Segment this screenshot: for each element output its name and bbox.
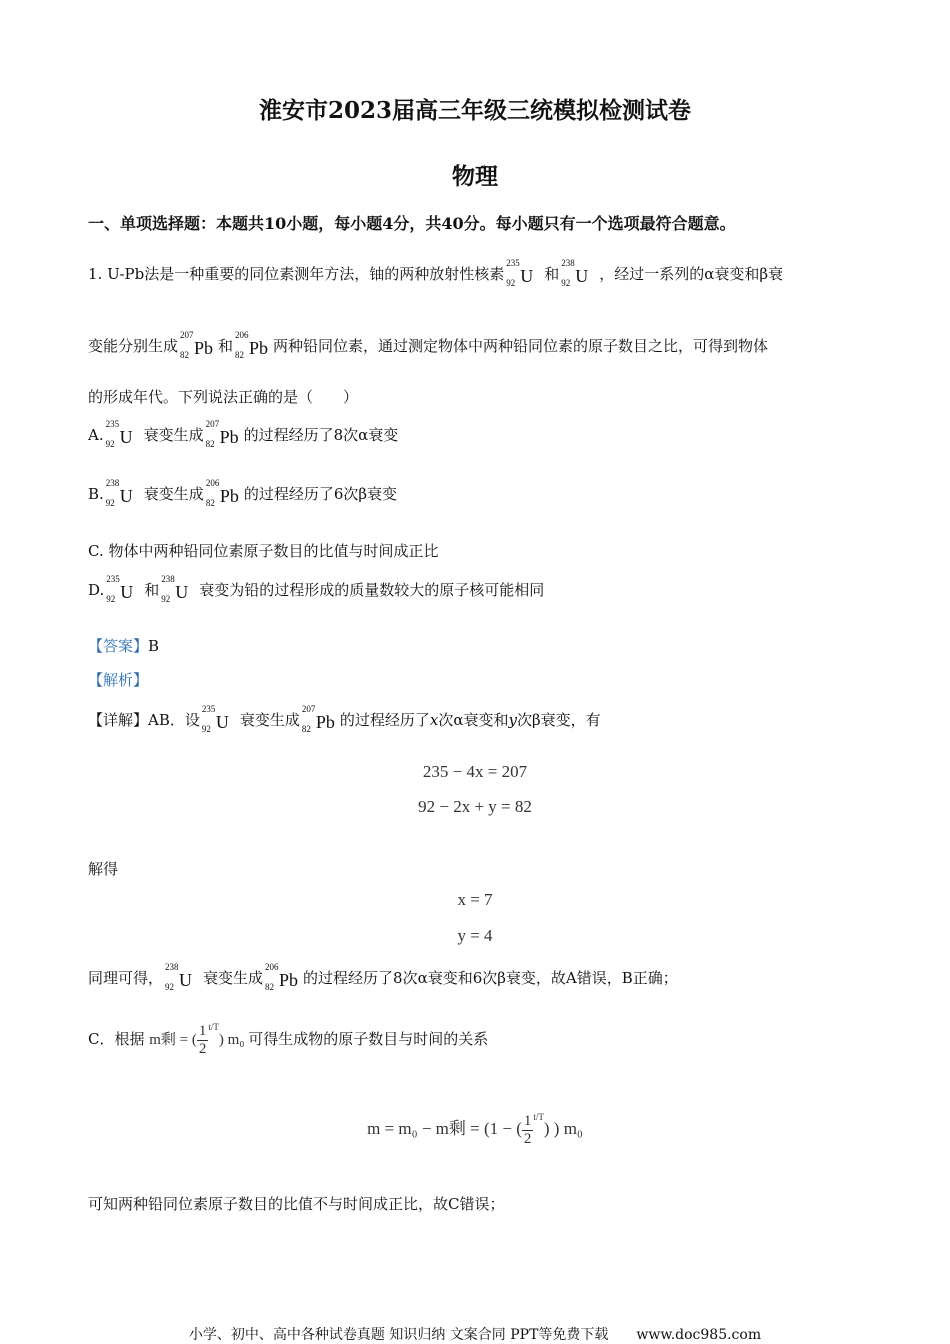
question-line-3: 的形成年代。下列说法正确的是（ ） xyxy=(88,388,359,406)
equation-5: m = m₀ − m剩 = (1 − ( $\frac{1}{2}$ $^{t/T}$) ) m₀ xyxy=(367,1112,583,1147)
equation-2: 92 − 2x + y = 82 xyxy=(418,797,532,816)
answer-value: B xyxy=(148,637,160,655)
decay-formula: m剩 = ( $\frac{1}{2}$ $^{t/T}$) m₀ xyxy=(149,1022,245,1058)
detail-line-4: 可知两种铅同位素原子数目的比值不与时间成正比，故C错误； xyxy=(88,1195,505,1213)
option-d: D. 235 92 U 和 238 92 U 衰变为铅的过程形成的质量数较大的原子核可能相同 xyxy=(88,574,545,604)
option-c: C. 物体中两种铅同位素原子数目的比值与时间成正比 xyxy=(88,542,439,560)
option-b: B. 238 92 U 衰变生成 206 82 Pb 的过程经历了6次β衰变 xyxy=(88,478,398,508)
section-heading: 一、单项选择题：本题共10小题，每小题4分，共40分。每小题只有一个选项最符合题意。 xyxy=(88,214,736,233)
exam-title: 淮安市2023届高三年级三统模拟检测试卷 xyxy=(258,97,691,124)
equation-1: 235 − 4x = 207 xyxy=(422,762,528,781)
detail-line-2: 同理可得， 238 92 U 衰变生成 206 82 Pb 的过程经历了8次α衰变和6次β衰变，故A错误，B正确； xyxy=(88,962,678,992)
equation-4: y = 4 xyxy=(457,926,493,945)
answer-line xyxy=(88,635,159,656)
page-footer: 小学、初中、高中各种试卷真题 知识归纳 文案合同 PPT等免费下载 www.doc985.com xyxy=(188,1327,762,1343)
isotope-u235: 235 92 U xyxy=(506,258,534,288)
question-line-2: 变能分别生成 207 82 Pb 和 206 82 Pb 两种铅同位素，通过测定物体中两种铅同位素的原子数目之比，可得到物体 xyxy=(88,330,768,364)
isotope-u238: 238 92 U xyxy=(561,258,589,288)
detail-line-1: 【详解】AB．设 235 92 U 衰变生成 207 82 Pb 的过程经历了x次α衰变和y次β衰变，有 xyxy=(88,704,601,734)
detail-line-3: C．根据 m剩 = ( $\frac{1}{2}$ $^{t/T}$) m₀ 可得生成物的原子数目与时间的关系 xyxy=(88,1022,489,1058)
solve-label: 解得 xyxy=(88,860,119,878)
analysis-label: 【解析】 xyxy=(88,671,149,689)
answer-label: 【答案】 xyxy=(88,637,149,655)
subject-title: 物理 xyxy=(452,163,498,190)
isotope-pb207: 207 82 Pb xyxy=(180,330,214,360)
question-line-1: 1. U-Pb法是一种重要的同位素测年方法，铀的两种放射性核素 235 92 U 和 238 92 U ，经过一系列的α衰变和β衰 xyxy=(88,258,783,292)
equation-3: x = 7 xyxy=(457,890,493,909)
option-a: A. 235 92 U 衰变生成 207 82 Pb 的过程经历了8次α衰变 xyxy=(88,419,399,449)
isotope-pb206: 206 82 Pb xyxy=(235,330,269,360)
